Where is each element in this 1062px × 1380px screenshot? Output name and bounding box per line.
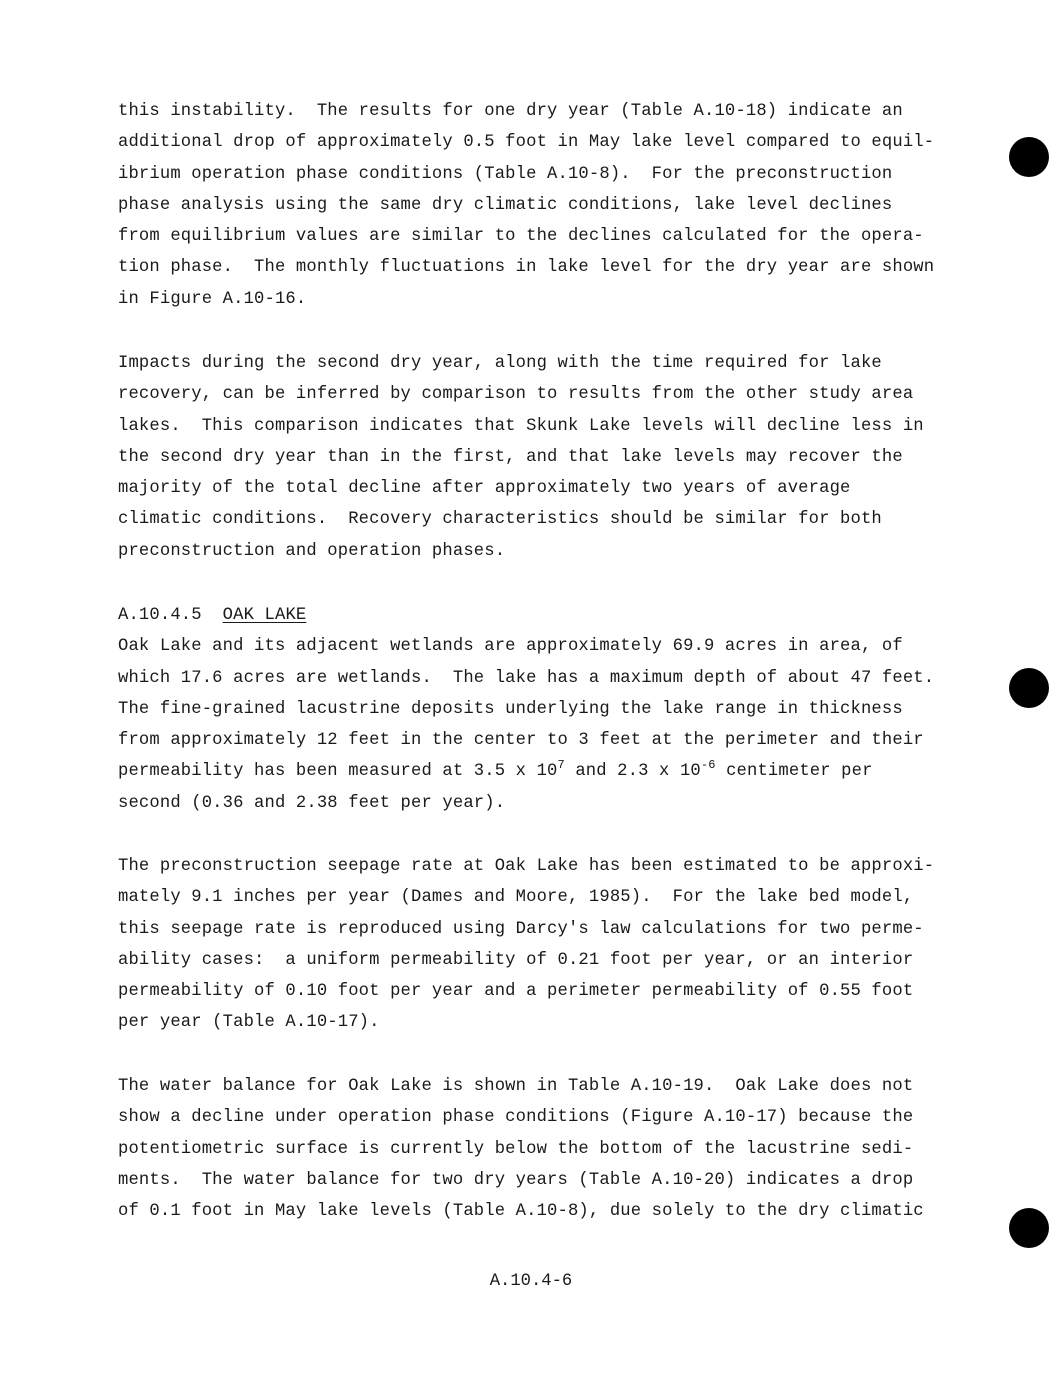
text-line: the second dry year than in the first, and that lake levels may recover the <box>118 447 903 467</box>
text-line: The fine-grained lacustrine deposits underlying the lake range in thickness <box>118 699 903 719</box>
text-line: ability cases: a uniform permeability of 0.21 foot per year, or an interior <box>118 950 914 970</box>
text-line: majority of the total decline after approximately two years of average <box>118 479 851 499</box>
paragraph-2 <box>118 348 948 567</box>
page-number: A.10.4-6 <box>489 1272 573 1291</box>
text-line: from approximately 12 feet in the center to 3 feet at the perimeter and their <box>118 731 924 751</box>
text-line: mately 9.1 inches per year (Dames and Moore, 1985). For the lake bed model, <box>118 888 914 908</box>
text-line: The water balance for Oak Lake is shown in Table A.10-19. Oak Lake does not <box>118 1077 914 1096</box>
section-number: A.10.4.5 <box>118 606 202 625</box>
text-line: recovery, can be inferred by comparison to results from the other study area <box>118 385 914 405</box>
paragraph-1 <box>118 96 948 315</box>
perm-text-1: permeability has been measured at 3.5 x 10 <box>118 762 558 782</box>
text-line: Impacts during the second dry year, along with the time required for lake <box>118 354 882 373</box>
text-line: phase analysis using the same dry climatic conditions, lake level declines <box>118 195 893 215</box>
text-line: The preconstruction seepage rate at Oak Lake has been estimated to be approxi- <box>118 857 935 876</box>
punch-hole-icon <box>1009 1208 1049 1248</box>
text-line: potentiometric surface is currently below the bottom of the lacustrine sedi- <box>118 1139 914 1159</box>
text-line: Oak Lake and its adjacent wetlands are approximately 69.9 acres in area, of <box>118 637 903 657</box>
text-line: tion phase. The monthly fluctuations in lake level for the dry year are shown <box>118 258 935 278</box>
text-line: ments. The water balance for two dry years (Table A.10-20) indicates a drop <box>118 1170 914 1190</box>
text-line: from equilibrium values are similar to the declines calculated for the opera- <box>118 227 924 247</box>
text-line: per year (Table A.10-17). <box>118 1013 380 1033</box>
perm-text-3: centimeter per <box>715 762 873 782</box>
text-line: ibrium operation phase conditions (Table A.10-8). For the preconstruction <box>118 164 893 184</box>
punch-hole-icon <box>1009 137 1049 177</box>
perm-text-2: and 2.3 x 10 <box>564 762 701 782</box>
text-line: this seepage rate is reproduced using Darcy's law calculations for two perme- <box>118 919 924 939</box>
text-line: of 0.1 foot in May lake levels (Table A.10-8), due solely to the dry climatic <box>118 1202 924 1222</box>
text-line: permeability of 0.10 foot per year and a perimeter permeability of 0.55 foot <box>118 982 914 1002</box>
text-line: climatic conditions. Recovery characteristics should be similar for both <box>118 510 882 530</box>
text-line: preconstruction and operation phases. <box>118 541 506 561</box>
punch-hole-icon <box>1009 668 1049 708</box>
text-line: in Figure A.10-16. <box>118 289 307 309</box>
text-line: additional drop of approximately 0.5 foot in May lake level compared to equil- <box>118 133 935 153</box>
text-line: this instability. The results for one dry year (Table A.10-18) indicate an <box>118 102 903 121</box>
text-line: show a decline under operation phase conditions (Figure A.10-17) because the <box>118 1108 914 1128</box>
section-heading <box>118 600 948 631</box>
text-line: lakes. This comparison indicates that Skunk Lake levels will decline less in <box>118 416 924 436</box>
paragraph-5 <box>118 1071 948 1227</box>
section-oak-lake <box>118 600 948 819</box>
exponent-2: -6 <box>700 758 716 773</box>
text-line: which 17.6 acres are wetlands. The lake has a maximum depth of about 47 feet. <box>118 668 935 688</box>
exponent-1: 7 <box>557 758 565 773</box>
section-title: OAK LAKE <box>222 606 307 625</box>
permeability-line <box>118 756 948 787</box>
paragraph-4 <box>118 851 948 1039</box>
text-line: second (0.36 and 2.38 feet per year). <box>118 793 506 813</box>
